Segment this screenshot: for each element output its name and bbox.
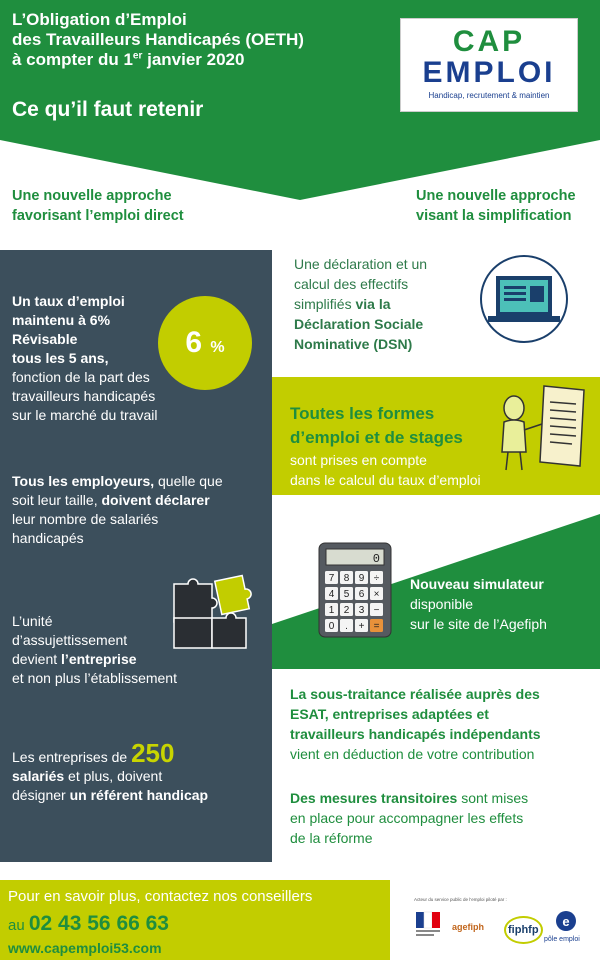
transitional-measures-text: Des mesures transitoires sont mises en place pour accompagner les effets de la réforme <box>290 790 529 846</box>
calculator-key: 5 <box>343 589 350 600</box>
rate-circle: 6 % <box>158 296 252 390</box>
contact-label: Pour en savoir plus, contactez nos conseillers <box>8 888 313 905</box>
calculator-key: 2 <box>343 605 350 616</box>
calculator-key: 8 <box>343 573 350 584</box>
pole-emploi-label: pôle emploi <box>544 936 580 943</box>
calculator-key: 1 <box>328 605 335 616</box>
person-document-icon <box>492 380 592 476</box>
puzzle-icon <box>170 570 260 652</box>
partners-caption: Acteur du service public de l’emploi piloté par : <box>414 897 507 902</box>
employment-rate-text: Un taux d’emploi maintenu à 6% Révisable tous les 5 ans, fonction de la part des travailleurs handicapés sur le marché du travail <box>12 293 158 423</box>
calculator-key: 9 <box>358 573 365 584</box>
website-link[interactable]: www.capemploi53.com <box>8 940 162 956</box>
approach-right: Une nouvelle approche visant la simplification <box>416 188 576 224</box>
dsn-text: Une déclaration et un calcul des effectifs simplifiés via la Déclaration Sociale Nominative (DSN) <box>294 256 428 352</box>
approach-left: Une nouvelle approche favorisant l’emploi direct <box>12 188 184 224</box>
simulator-text[interactable]: Nouveau simulateur disponible sur le site de l’Agefiph <box>410 576 547 632</box>
subcontracting-text: La sous-traitance réalisée auprès des ESAT, entreprises adaptées et travailleurs handicapés indépendants vient en déduction de votre contribution <box>290 686 541 762</box>
fiphfp-logo: fiphfp <box>504 916 543 944</box>
calculator-key: + <box>358 621 365 632</box>
pole-emploi-logo <box>546 910 586 934</box>
computer-icon <box>474 254 574 344</box>
phone-line: au 02 43 56 66 63 <box>8 912 169 935</box>
agefiph-logo: agefiph <box>452 922 485 932</box>
calculator-key: 0 <box>328 621 335 632</box>
cap-emploi-logo[interactable]: CAP EMPLOI Handicap, recrutement & maintien <box>400 18 578 112</box>
calculator-key: 3 <box>358 605 365 616</box>
svg-text:e: e <box>562 914 570 929</box>
calculator-key: ÷ <box>373 573 380 584</box>
calculator-key: − <box>373 605 380 616</box>
phone-number[interactable]: 02 43 56 66 63 <box>28 912 169 935</box>
employers-text: Tous les employeurs, quelle que soit leur taille, doivent déclarer leur nombre de salariés handicapés <box>12 473 223 546</box>
calculator-key: 7 <box>328 573 335 584</box>
referent-text: Les entreprises de 250 salariés et plus, doivent désigner un référent handicap <box>12 738 209 803</box>
employment-forms-text: Toutes les formes d’emploi et de stages sont prises en compte dans le calcul du taux d’emploi <box>290 404 481 488</box>
calculator-key: 4 <box>328 589 335 600</box>
calculator-key: 6 <box>358 589 365 600</box>
page-title: L’Obligation d’Emploi des Travailleurs Handicapés (OETH) à compter du 1er janvier 2020 <box>12 10 304 69</box>
unit-text: L’unité d’assujettissement devient l’entreprise et non plus l’établissement <box>12 613 177 686</box>
calculator-key: . <box>345 621 348 632</box>
page-subtitle: Ce qu’il faut retenir <box>12 98 204 121</box>
republique-francaise-logo <box>414 910 442 938</box>
calculator-key: = <box>373 621 380 632</box>
calculator-display: 0 <box>372 552 380 566</box>
calculator-key: × <box>373 589 380 600</box>
calculator-icon <box>318 542 392 638</box>
